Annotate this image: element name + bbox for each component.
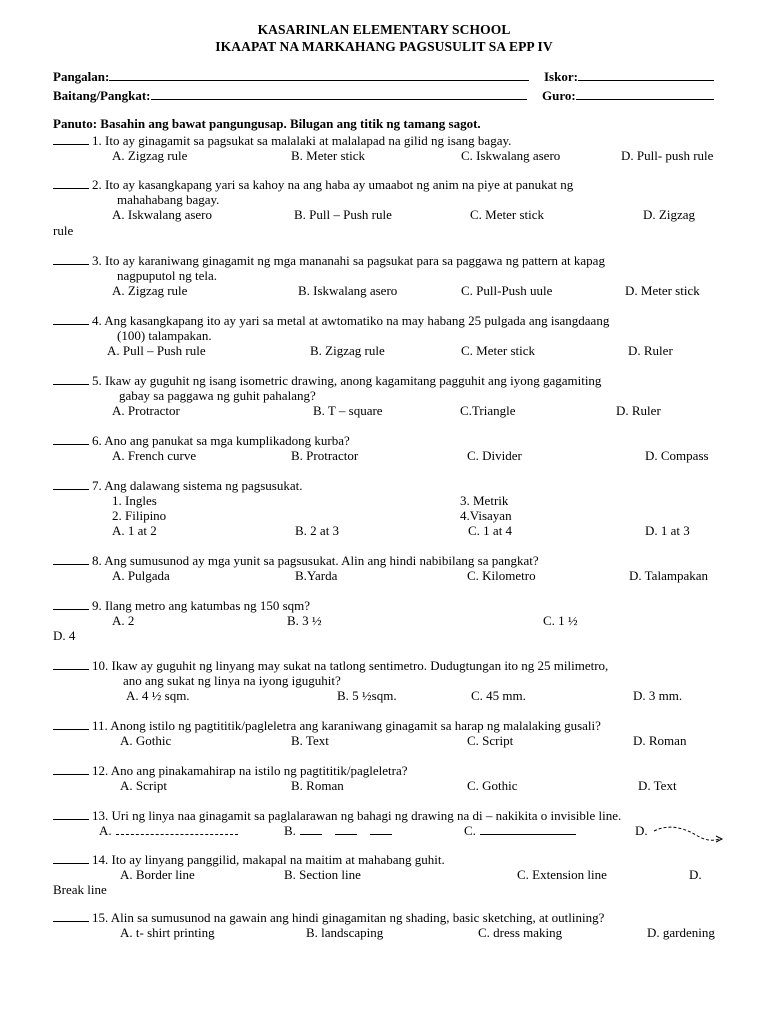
question-6: 6. Ano ang panukat sa mga kumplikadong kurba? [53, 433, 350, 448]
option-9c: C. 1 ½ [543, 613, 578, 628]
answer-blank[interactable] [53, 910, 89, 922]
answer-blank[interactable] [53, 478, 89, 490]
answer-blank[interactable] [53, 373, 89, 385]
option-11a: A. Gothic [120, 733, 172, 748]
score-label: Iskor: [544, 69, 578, 84]
grade-field[interactable] [53, 88, 527, 104]
option-7b: B. 2 at 3 [295, 523, 340, 538]
option-2a: A. Iskwalang asero [112, 207, 212, 222]
option-8b: B.Yarda [295, 568, 338, 583]
option-2d-cont: rule [53, 223, 74, 238]
score-field[interactable] [544, 69, 714, 85]
option-14c: C. Extension line [517, 867, 607, 882]
option-11c: C. Script [467, 733, 514, 748]
option-9b: B. 3 ½ [287, 613, 322, 628]
name-label: Pangalan: [53, 69, 110, 84]
option-7a: A. 1 at 2 [112, 523, 157, 538]
option-15c: C. dress making [478, 925, 563, 940]
instructions: Panuto: Basahin ang bawat pangungusap. Bilugan ang titik ng tamang sagot. [53, 116, 481, 131]
question-13: 13. Uri ng linya naa ginagamit sa paglalarawan ng bahagi ng drawing na di – nakikita o invisible line. [53, 808, 621, 823]
option-6a: A. French curve [112, 448, 197, 463]
answer-blank[interactable] [53, 598, 89, 610]
option-14b: B. Section line [284, 867, 361, 882]
option-3c: C. Pull-Push uule [461, 283, 553, 298]
option-3d: D. Meter stick [625, 283, 700, 298]
option-1b: B. Meter stick [291, 148, 366, 163]
option-2b: B. Pull – Push rule [294, 207, 392, 222]
question-4-cont: (100) talampakan. [117, 328, 212, 343]
option-10c: C. 45 mm. [471, 688, 526, 703]
option-8a: A. Pulgada [112, 568, 170, 583]
segmented-line-sample [300, 824, 322, 835]
option-14a: A. Border line [120, 867, 195, 882]
option-1d: D. Pull- push rule [621, 148, 714, 163]
option-12d: D. Text [638, 778, 677, 793]
question-10-cont: ano ang sukat ng linya na iyong iguguhit? [123, 673, 341, 688]
answer-blank[interactable] [53, 852, 89, 864]
teacher-field[interactable] [542, 88, 714, 104]
option-13d: D. [635, 823, 648, 838]
option-1c: C. Iskwalang asero [461, 148, 561, 163]
answer-blank[interactable] [53, 253, 89, 265]
answer-blank[interactable] [53, 177, 89, 189]
question-10: 10. Ikaw ay guguhit ng linyang may sukat na tatlong sentimetro. Dudugtungan ito ng 25 milimetro, [53, 658, 608, 673]
option-7d: D. 1 at 3 [645, 523, 690, 538]
question-9: 9. Ilang metro ang katumbas ng 150 sqm? [53, 598, 310, 613]
option-5c: C.Triangle [460, 403, 516, 418]
system-option-3: 3. Metrik [460, 493, 509, 508]
option-7c: C. 1 at 4 [468, 523, 513, 538]
option-15a: A. t- shirt printing [120, 925, 215, 940]
option-12b: B. Roman [291, 778, 344, 793]
question-15: 15. Alin sa sumusunod na gawain ang hindi ginagamitan ng shading, basic sketching, at outlining? [53, 910, 604, 925]
option-4b: B. Zigzag rule [310, 343, 385, 358]
option-9a: A. 2 [112, 613, 135, 628]
question-4: 4. Ang kasangkapang ito ay yari sa metal at awtomatiko na may habang 25 pulgada ang isangdaang [53, 313, 609, 328]
option-2c: C. Meter stick [470, 207, 545, 222]
system-option-4: 4.Visayan [460, 508, 512, 523]
option-12c: C. Gothic [467, 778, 518, 793]
question-12: 12. Ano ang pinakamahirap na istilo ng pagtititik/pagleletra? [53, 763, 408, 778]
option-5d: D. Ruler [616, 403, 661, 418]
option-4c: C. Meter stick [461, 343, 536, 358]
name-field[interactable] [53, 69, 529, 85]
question-2: 2. Ito ay kasangkapang yari sa kahoy na ang haba ay umaabot ng anim na piye at panukat ng [53, 177, 573, 192]
solid-line-sample [480, 824, 576, 835]
option-6b: B. Protractor [291, 448, 359, 463]
option-1a: A. Zigzag rule [112, 148, 188, 163]
option-4d: D. Ruler [628, 343, 673, 358]
answer-blank[interactable] [53, 433, 89, 445]
option-12a: A. Script [120, 778, 167, 793]
answer-blank[interactable] [53, 133, 89, 145]
option-11b: B. Text [291, 733, 329, 748]
answer-blank[interactable] [53, 718, 89, 730]
option-3b: B. Iskwalang asero [298, 283, 398, 298]
dashed-line-sample [116, 824, 238, 835]
question-3-cont: nagpuputol ng tela. [117, 268, 218, 283]
option-4a: A. Pull – Push rule [107, 343, 206, 358]
option-5b: B. T – square [313, 403, 383, 418]
question-8: 8. Ang sumusunod ay mga yunit sa pagsusukat. Alin ang hindi nabibilang sa pangkat? [53, 553, 539, 568]
option-15b: B. landscaping [306, 925, 384, 940]
teacher-label: Guro: [542, 88, 576, 103]
question-3: 3. Ito ay karaniwang ginagamit ng mga mananahi sa pagsukat para sa paggawa ng pattern at kapag [53, 253, 605, 268]
option-6c: C. Divider [467, 448, 522, 463]
option-10b: B. 5 ½sqm. [337, 688, 397, 703]
option-15d: D. gardening [647, 925, 715, 940]
question-5: 5. Ikaw ay guguhit ng isang isometric drawing, anong kagamitang pagguhit ang iyong gagamiting [53, 373, 601, 388]
question-2-cont: mahahabang bagay. [117, 192, 220, 207]
curved-arrow-line-sample [652, 823, 726, 845]
system-option-1: 1. Ingles [112, 493, 157, 508]
option-14d: D. [689, 867, 702, 882]
option-13a: A. [99, 823, 238, 838]
option-10a: A. 4 ½ sqm. [126, 688, 190, 703]
answer-blank[interactable] [53, 808, 89, 820]
grade-label: Baitang/Pangkat: [53, 88, 151, 103]
school-name: KASARINLAN ELEMENTARY SCHOOL [257, 22, 511, 37]
option-8c: C. Kilometro [467, 568, 536, 583]
answer-blank[interactable] [53, 763, 89, 775]
option-14d-cont: Break line [53, 882, 107, 897]
option-8d: D. Talampakan [629, 568, 708, 583]
answer-blank[interactable] [53, 313, 89, 325]
option-6d: D. Compass [645, 448, 709, 463]
option-2d: D. Zigzag [643, 207, 695, 222]
option-11d: D. Roman [633, 733, 687, 748]
option-10d: D. 3 mm. [633, 688, 683, 703]
system-option-2: 2. Filipino [112, 508, 167, 523]
exam-title: IKAAPAT NA MARKAHANG PAGSUSULIT SA EPP IV [215, 39, 553, 54]
question-1: 1. Ito ay ginagamit sa pagsukat sa malalaki at malalapad na gilid ng isang bagay. [53, 133, 511, 148]
question-14: 14. Ito ay linyang panggilid, makapal na maitim at mahabang guhit. [53, 852, 445, 867]
option-13c: C. [464, 823, 576, 838]
option-5a: A. Protractor [112, 403, 180, 418]
option-9d: D. 4 [53, 628, 76, 643]
answer-blank[interactable] [53, 658, 89, 670]
question-11: 11. Anong istilo ng pagtititik/pagleletra ang karaniwang ginagamit sa harap ng malalaking gusali? [53, 718, 601, 733]
answer-blank[interactable] [53, 553, 89, 565]
option-13b: B. [284, 823, 405, 838]
question-7: 7. Ang dalawang sistema ng pagsusukat. [53, 478, 303, 493]
option-3a: A. Zigzag rule [112, 283, 188, 298]
question-5-cont: gabay sa paggawa ng guhit pahalang? [119, 388, 316, 403]
